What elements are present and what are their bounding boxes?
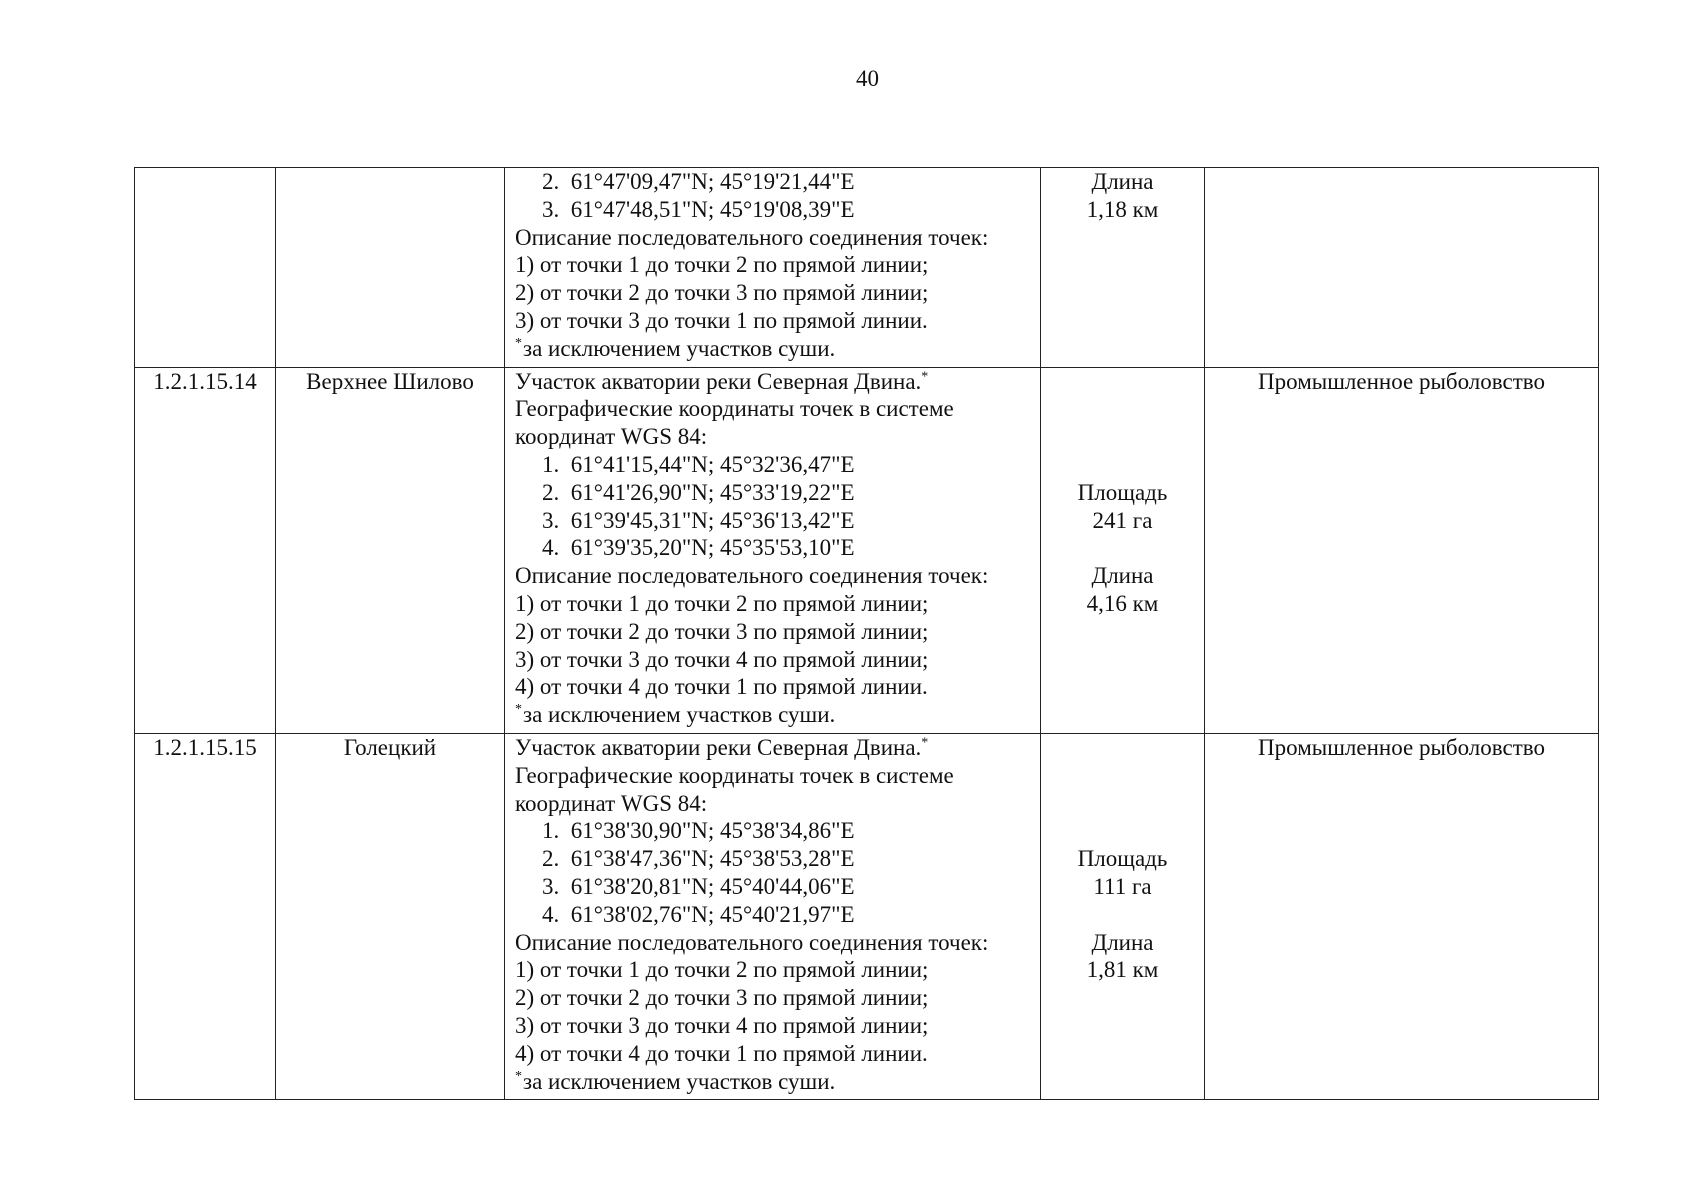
coordinate-point: 1. 61°38'30,90"N; 45°38'34,86"E — [542, 818, 855, 844]
length-value: 1,18 км — [1086, 196, 1159, 222]
table-row — [135, 168, 1599, 368]
fishing-areas-table — [134, 167, 1599, 1100]
length-value: 4,16 км — [1086, 590, 1159, 616]
row-description-cell — [505, 733, 1041, 1099]
coordinate-point: 3. 61°47'48,51"N; 45°19'08,39"E — [542, 196, 855, 222]
connection-line: 2) от точки 2 до точки 3 по прямой линии; — [515, 280, 929, 306]
length-label: Длина — [1091, 929, 1154, 955]
row-activity-cell: Промышленное рыболовство — [1205, 367, 1599, 733]
connection-line: 3) от точки 3 до точки 4 по прямой линии; — [515, 1012, 929, 1038]
footnote-mark: * — [921, 368, 929, 384]
connection-line: 4) от точки 4 до точки 1 по прямой линии. — [515, 674, 928, 700]
coordinate-point: 1. 61°41'15,44"N; 45°32'36,47"E — [542, 451, 855, 477]
coordinate-point: 2. 61°41'26,90"N; 45°33'19,22"E — [542, 479, 855, 505]
row-name-cell: Верхнее Шилово — [276, 367, 505, 733]
coordinate-point: 2. 61°38'47,36"N; 45°38'53,28"E — [542, 846, 855, 872]
area-label: Площадь — [1077, 846, 1168, 872]
connection-title: Описание последовательного соединения точек: — [515, 224, 989, 250]
footnote-mark: * — [515, 335, 522, 351]
footnote — [515, 701, 1030, 733]
row-measure-cell — [1041, 733, 1205, 1099]
row-description-cell — [505, 168, 1041, 368]
connection-line: 1) от точки 1 до точки 2 по прямой линии; — [515, 252, 929, 278]
intro-line: координат WGS 84: — [515, 790, 708, 816]
row-code-cell — [135, 168, 276, 368]
table-row — [135, 367, 1599, 733]
row-code-cell: 1.2.1.15.14 — [135, 367, 276, 733]
row-description-cell — [505, 367, 1041, 733]
area-title-text: Участок акватории реки Северная Двина. — [515, 368, 922, 394]
row-activity-cell: Промышленное рыболовство — [1205, 733, 1599, 1099]
length-value: 1,81 км — [1086, 957, 1159, 983]
area-label: Площадь — [1077, 479, 1168, 505]
footnote-text: за исключением участков суши. — [523, 1068, 836, 1094]
area-title — [515, 368, 1030, 396]
intro-line: координат WGS 84: — [515, 424, 708, 450]
connection-title: Описание последовательного соединения точек: — [515, 929, 989, 955]
connection-line: 2) от точки 2 до точки 3 по прямой линии; — [515, 618, 929, 644]
intro-line: Географические координаты точек в системе — [515, 762, 954, 788]
footnote-text: за исключением участков суши. — [523, 702, 836, 728]
area-title-text: Участок акватории реки Северная Двина. — [515, 734, 922, 760]
connection-line: 4) от точки 4 до точки 1 по прямой линии. — [515, 1040, 928, 1066]
connection-line: 3) от точки 3 до точки 1 по прямой линии. — [515, 307, 928, 333]
connection-line: 3) от точки 3 до точки 4 по прямой линии; — [515, 646, 929, 672]
footnote-mark: * — [515, 1068, 522, 1084]
length-label: Длина — [1091, 563, 1154, 589]
footnote-mark: * — [921, 735, 929, 751]
area-title — [515, 734, 1030, 762]
footnote — [515, 335, 1030, 367]
connection-line: 1) от точки 1 до точки 2 по прямой линии; — [515, 590, 929, 616]
footnote — [515, 1068, 1030, 1100]
row-name-cell — [276, 168, 505, 368]
area-value: 241 га — [1092, 507, 1153, 533]
table-row — [135, 733, 1599, 1099]
area-value: 111 га — [1093, 873, 1152, 899]
footnote-mark: * — [515, 702, 522, 718]
footnote-text: за исключением участков суши. — [523, 335, 836, 361]
intro-line: Географические координаты точек в системе — [515, 396, 954, 422]
row-measure-cell — [1041, 168, 1205, 368]
coordinate-point: 2. 61°47'09,47"N; 45°19'21,44"E — [542, 169, 855, 194]
connection-line: 1) от точки 1 до точки 2 по прямой линии; — [515, 957, 929, 983]
connection-line: 2) от точки 2 до точки 3 по прямой линии; — [515, 985, 929, 1011]
length-label: Длина — [1091, 169, 1154, 194]
coordinate-point: 3. 61°38'20,81"N; 45°40'44,06"E — [542, 873, 855, 899]
row-activity-cell — [1205, 168, 1599, 368]
row-name-cell: Голецкий — [276, 733, 505, 1099]
page-number: 40 — [856, 66, 879, 91]
coordinate-point: 4. 61°38'02,76"N; 45°40'21,97"E — [542, 901, 855, 927]
coordinate-point: 4. 61°39'35,20"N; 45°35'53,10"E — [542, 535, 855, 561]
coordinate-point: 3. 61°39'45,31"N; 45°36'13,42"E — [542, 507, 855, 533]
connection-title: Описание последовательного соединения точек: — [515, 563, 989, 589]
row-measure-cell — [1041, 367, 1205, 733]
row-code-cell: 1.2.1.15.15 — [135, 733, 276, 1099]
